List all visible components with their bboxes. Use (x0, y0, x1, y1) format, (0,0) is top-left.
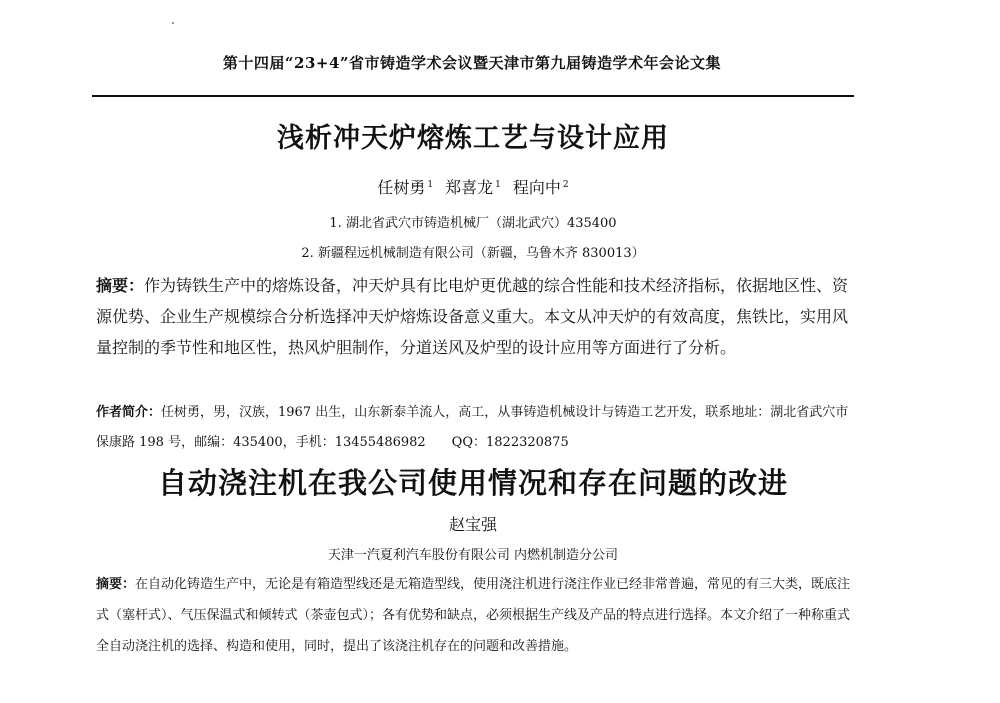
article2-abstract (96, 569, 856, 662)
author-mark: 2 (562, 179, 569, 190)
bio-label: 作者简介： (96, 405, 162, 420)
article2-affiliation: 天津一汽夏利汽车股份有限公司 内燃机制造分公司 (327, 548, 619, 563)
author-name: 郑喜龙 (445, 178, 494, 197)
author-mark: 1 (427, 179, 434, 190)
article2-author: 赵宝强 (448, 515, 497, 534)
article1-affiliation-2: 2. 新疆程远机械制造有限公司（新疆，乌鲁木齐 830013） (301, 246, 645, 261)
abstract-label: 摘要： (96, 276, 145, 295)
abstract-text: 作为铸铁生产中的熔炼设备，冲天炉具有比电炉更优越的综合性能和技术经济指标，依据地区性、资源优势、企业生产规模综合分析选择冲天炉熔炼设备意义重大。本文从冲天炉的有效高度，焦铁比，实用风量控制的季节性和地区性，热风炉胆制作，分道送风及炉型的设计应用等方面进行了分析。 (96, 276, 849, 357)
article1-authors (92, 175, 854, 198)
bio-text: 任树勇，男，汉族，1967 出生，山东新泰羊流人，高工，从事铸造机械设计与铸造工艺开发，联系地址：湖北省武穴市保康路 198 号，邮编：435400，手机：13455486982 QQ：1822320875 (96, 405, 849, 450)
author-name: 程向中 (512, 178, 561, 197)
abstract-text: 在自动化铸造生产中，无论是有箱造型线还是无箱造型线，使用浇注机进行浇注作业已经非常普遍，常见的有三大类，既底注式（塞杆式）、气压保温式和倾转式（茶壶包式）；各有优势和缺点，必须根据生产线及产品的特点进行选择。本文介绍了一种称重式全自动浇注机的选择、构造和使用，同时，提出了该浇注机存在的问题和改善措施。 (96, 577, 851, 654)
article2-title: 自动浇注机在我公司使用情况和存在问题的改进 (157, 466, 788, 500)
author-mark: 1 (495, 179, 501, 190)
scan-speck (172, 22, 174, 24)
author-name: 任树勇 (377, 178, 426, 197)
article1-abstract (96, 270, 856, 363)
article1-author-bio (96, 398, 856, 458)
abstract-label: 摘要： (96, 577, 136, 592)
header-rule (92, 95, 854, 97)
article1-title: 浅析冲天炉熔炼工艺与设计应用 (277, 123, 669, 154)
running-head: 第十四届“23+4”省市铸造学术会议暨天津市第九届铸造学术年会论文集 (222, 54, 722, 72)
article1-affiliation-1: 1. 湖北省武穴市铸造机械厂（湖北武穴）435400 (329, 216, 617, 231)
